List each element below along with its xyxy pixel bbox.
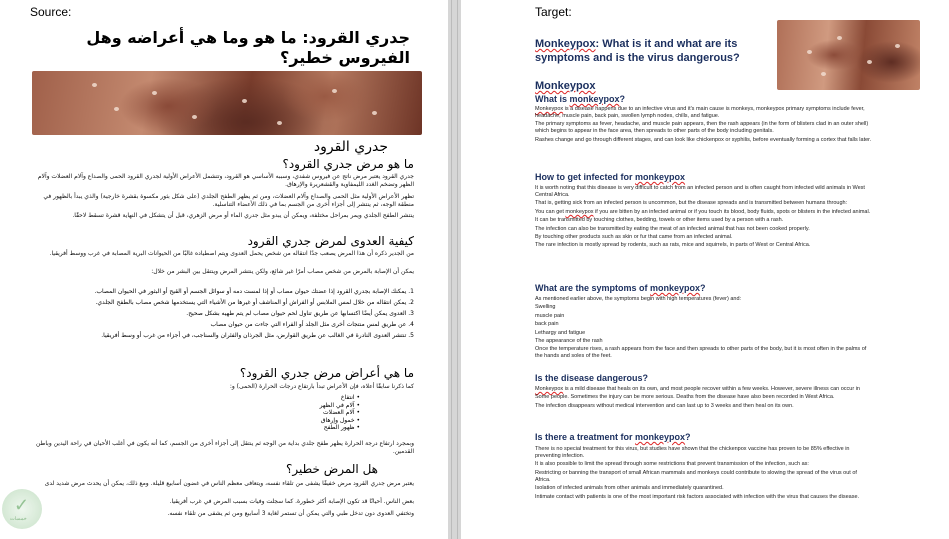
source-page xyxy=(0,0,448,539)
source-sec1-p2: تظهر الأعراض الأولية مثل الحمى والصداع وآلام العضلات، ومن ثم يظهر الطفح الجلدي (على شكل بثور مكسوة بقشرة خارجية) والذي يبدأ بالظهور في منطقة الوجه، ثم ينتشر إلى أجزاء أخرى من الجسم بما في ذلك الأعضاء التناسلية. xyxy=(43,193,414,208)
source-sec4-p3: وتختفي العدوى دون تدخل طبي والتي يمكن أن تستمر لغاية 3 أسابيع ومن ثم يشفى من تلقاء نفسه. xyxy=(167,510,414,517)
source-sec4-p1: يعتبر مرض جدري القرود مرض خفيفًا يشفى من تلقاء نفسه، ويتعافى معظم الناس في غضون أسابيع قليلة. ومع ذلك، يمكن أن يحدث مرض شديد لدى xyxy=(44,480,414,487)
watermark-text: خمسات xyxy=(10,516,27,522)
list-item: • آلام في الظهر xyxy=(319,401,360,409)
source-image xyxy=(32,71,422,135)
source-label: Source: xyxy=(30,5,72,19)
target-how-body: It is worth noting that this disease is very difficult to catch from an infected person and is often caught from infected wild animals in West Central Africa. That is, getting sick from an infected person is uncommon, but the disease spreads and is transmitted between humans through: You can get monkeypox if you are bitten by an infected animal or if you touch its blood, body fluids, spots or blisters in the infected animal. It can be transmitted by touching clothes, bedding, towels or other items used by a person with a rash. The infection can also be transmitted by eating the meat of an infected animal that has not been cooked properly. By touching other products such as skin or fur that came from an infected animal. The rare infection is mostly spread by rodents, such as rats, mice and squirrels, in parts of West or Central Africa. xyxy=(535,185,871,249)
list-item: 5. تنتشر العدوى النادرة في الغالب عن طريق القوارض، مثل الجرذان والفئران والسناجب، في أجزاء من غرب أو وسط أفريقيا. xyxy=(101,332,414,339)
source-sec1-heading: ما هو مرض جدري القرود؟ xyxy=(282,157,414,171)
page-divider xyxy=(448,0,461,539)
target-symptoms-body: As mentioned earlier above, the symptoms begin with high temperatures (fever) and: Swelling muscle pain back pain Lethargy and fatigue The appearance of the rash Once the temperature rises, a rash appears from the face and then spreads to other parts of the body, but it is most often in the palms of the hands and soles of the feet. xyxy=(535,296,873,362)
source-sec1-p3: ينتشر الطفح الجلدي ويمر بمراحل مختلفة، ويمكن أن يبدو مثل جدري الماء أو مرض الزهري، قبل أن يتشكل في النهاية قشرة تسقط لاحقًا. xyxy=(72,212,414,219)
list-item: The appearance of the rash xyxy=(535,337,603,344)
source-sec1-p1: جدري القرود يعتبر مرض ناتج عن فيروس شفدي، وسببه الأساسي هو القرود، وتتشمل الأعراض الأولية لجدري القرود الحمى والصداع وآلام العضلات وآلام الظهر وتضخم الغدد الليمفاوية والقشعريرة والإرهاق. xyxy=(37,173,414,188)
list-item: • آلام العضلات xyxy=(323,409,360,416)
source-sec3-intro: كما ذكرنا سابقًا أعلاه، فإن الأعراض تبدأ بارتفاع درجات الحرارة (الحمى) و: xyxy=(229,383,414,390)
target-treatment-body: There is no special treatment for this virus, but studies have shown that the chickenpox vaccine has proven to be 85% effective in preventing infection. It is also possible to limit the spread through some restrictions that prevent transmission of the infection, such as: Restricting or banning the transport of small African mammals and monkeys could contribute to slowing the spread of the virus out of Africa. Isolation of infected animals from other animals and immediately quarantined. Intimate contact with patients is one of the most important risk factors associated with infection with the virus that causes the disease. xyxy=(535,446,860,500)
list-item: 3. العدوى يمكن أيضًا اكتسابها عن طريق تناول لحم حيوان مصاب لم يتم طهيه بشكل صحيح. xyxy=(186,310,414,317)
source-title: جدري القرود: ما هو وما هي أعراضه وهل الفيروس خطير؟ xyxy=(86,28,410,67)
watermark-logo xyxy=(2,489,42,529)
source-sec2-p2: يمكن أن الإصابة بالمرض من شخص مصاب أمرًا غير شائع، ولكن ينتشر المرض وينتقل بين البشر من خلال: xyxy=(151,268,414,275)
target-treatment-heading: Is there a treatment for monkeypox? xyxy=(535,432,691,442)
source-sec2-p1: من الجدير ذكره أن هذا المرض يصعب جدًا انتقاله من شخص يحمل العدوى ويتم اصطياده غالبًا من الحيوانات البرية المصابة في غرب ووسط أفريقيا. xyxy=(49,250,414,257)
list-item: • ظهور الطفح xyxy=(323,424,360,431)
list-item: • انتفاخ xyxy=(340,394,360,401)
list-item: 2. يمكن انتقاله من خلال لمس الملابس أو الفراش أو المناشف أو غيرها من الأشياء التي يستخدمها شخص مصاب بالطفح الجلدي. xyxy=(95,299,414,306)
list-item: back pain xyxy=(535,321,559,328)
target-what-heading: What is monkeypox? xyxy=(535,94,626,104)
source-sec2-heading: كيفية العدوى لمرض جدري القرود xyxy=(247,234,414,248)
source-sec2-list xyxy=(30,288,414,343)
list-item: Swelling xyxy=(535,304,556,311)
list-item: 4. عن طريق لمس منتجات أخرى مثل الجلد أو الفراء التي جاءت من حيوان مصاب xyxy=(210,321,414,328)
target-label: Target: xyxy=(535,5,572,19)
list-item: Lethargy and fatigue xyxy=(535,329,586,336)
source-h1: جدري القرود xyxy=(313,139,388,155)
target-title: Monkeypox: What is it and what are its symptoms and is the virus dangerous? xyxy=(535,38,740,64)
target-how-heading: How to get infected for monkeypox xyxy=(535,172,686,182)
target-symptoms-heading: What are the symptoms of monkeypox? xyxy=(535,283,706,293)
list-item: muscle pain xyxy=(535,312,565,319)
list-item: 1. يمكنك الإصابة بجدري القرود إذا عضتك حيوان مصاب أو إذا لمست دمه أو سوائل الجسم أو القيح أو البثور في الحيوان المصاب. xyxy=(94,288,414,295)
source-sec4-p2: بعض الناس. أحيانًا قد تكون الإصابة أكثر خطورة. كما سجلت وفيات بسبب المرض في غرب أفريقيا. xyxy=(169,498,414,505)
source-sec3-bullets xyxy=(30,394,360,432)
target-danger-body: Monkeypox is a mild disease that heals on its own, and most people recover within a few weeks. However, severe illness can occur in Some people. Sometimes the injury can be more serious. Deaths from the disease have also been recorded in West Africa. The infection disappears without medical intervention and can last up to 3 weeks and then heal on its own. xyxy=(535,386,860,409)
source-sec4-heading: هل المرض خطير؟ xyxy=(286,462,378,476)
target-h-main: Monkeypox xyxy=(535,80,596,92)
source-sec3-p: وبمجرد ارتفاع درجة الحرارة يظهر طفح جلدي بداية من الوجه ثم ينتقل إلى أجزاء أخرى من الجسم، كما أنه يكون في أغلب الأحيان في راحة اليدين وباطن القدمين. xyxy=(35,440,414,455)
check-icon: ✓ xyxy=(14,495,30,515)
list-item: • خمول وإرهاق xyxy=(320,416,360,424)
target-danger-heading: Is the disease dangerous? xyxy=(535,373,649,383)
target-image xyxy=(777,20,920,90)
target-what-body: Monkeypox is a disease happens due to an infective virus and it's main cause is monkeys, monkeypox primary symptoms include fever, headache, muscle pain, back pain, swollen lymph nodes, chills, and fatigue. The primary symptoms as fever, headache, and muscle pain appears, then the rash appears (in the form of blisters clad in an outer shell) which begins to appear in the face area, then spreads to other parts of the body including genitals. Rashes change and go through different stages, and can look like chickenpox or syphilis, before eventually forming a cortex that falls later. xyxy=(535,106,872,143)
target-page xyxy=(461,0,949,539)
source-sec3-heading: ما هي أعراض مرض جدري القرود؟ xyxy=(239,366,414,380)
